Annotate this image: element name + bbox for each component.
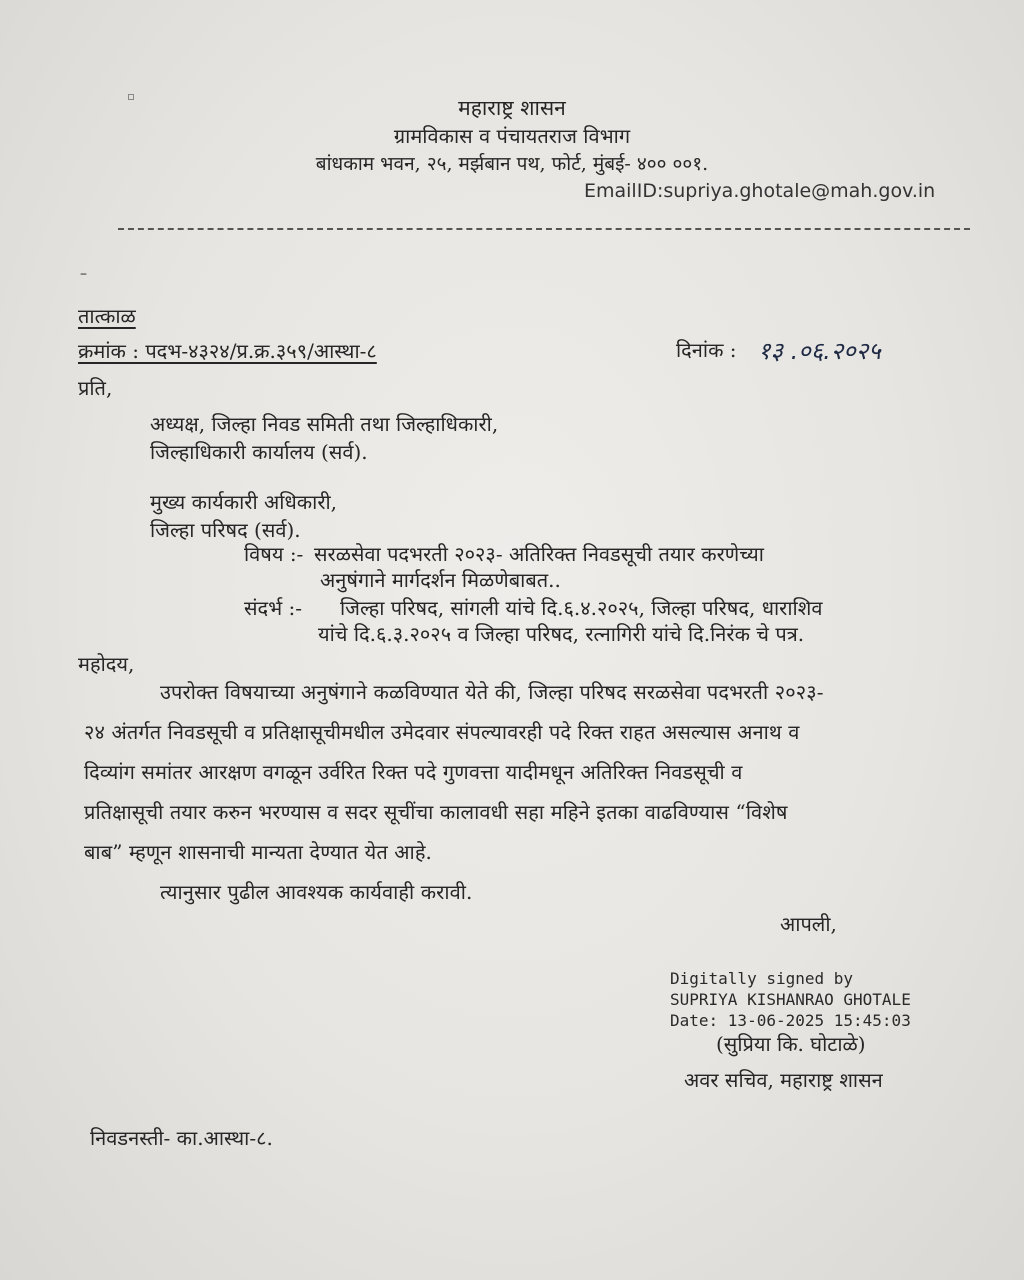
body-line-5: बाब” म्हणून शासनाची मान्यता देण्यात येत आहे. (84, 840, 433, 864)
urgency-label: तात्काळ (78, 304, 136, 328)
subject-line1: सरळसेवा पदभरती २०२३- अतिरिक्त निवडसूची तयार करणेच्या (314, 542, 764, 566)
signatory-name: (सुप्रिया कि. घोटाळे) (716, 1032, 866, 1056)
date-value: १३ .०६.२०२५ (758, 337, 881, 365)
recipient1-line2: जिल्हाधिकारी कार्यालय (सर्व). (150, 440, 368, 464)
recipient2-line2: जिल्हा परिषद (सर्व). (150, 518, 301, 542)
sign-off: आपली, (780, 912, 837, 936)
issuer-email: EmailID:supriya.ghotale@mah.gov.in (584, 180, 936, 202)
issuer-address: बांधकाम भवन, २५, मर्झबान पथ, फोर्ट, मुंबई- ४०० ००१. (315, 153, 709, 175)
greeting: महोदय, (78, 652, 135, 676)
subject-line2: अनुषंगाने मार्गदर्शन मिळणेबाबत.. (320, 568, 561, 592)
reference-line2: यांचे दि.६.३.२०२५ व जिल्हा परिषद, रत्नागिरी यांचे दि.निरंक चे पत्र. (318, 622, 805, 646)
body-line-3: दिव्यांग समांतर आरक्षण वगळून उर्वरित रिक्त पदे गुणवत्ता यादीमधून अतिरिक्त निवडसूची व (84, 760, 743, 784)
reference-line1: जिल्हा परिषद, सांगली यांचे दि.६.४.२०२५, जिल्हा परिषद, धाराशिव (340, 596, 823, 620)
body-line-4: प्रतिक्षासूची तयार करुन भरण्यास व सदर सूचींचा कालावधी सहा महिने इतका वाढविण्यास “विशेष (84, 800, 788, 824)
to-label: प्रति, (78, 376, 113, 400)
body-line-2: २४ अंतर्गत निवडसूची व प्रतिक्षासूचीमधील उमेदवार संपल्यावरही पदे रिक्त राहत असल्यास अनाथ व (84, 720, 800, 744)
digital-signature-line1: Digitally signed by (670, 969, 854, 988)
stray-dash: – (80, 266, 87, 282)
copy-to: निवडनस्ती- का.आस्था-८. (90, 1126, 273, 1150)
signatory-designation: अवर सचिव, महाराष्ट्र शासन (684, 1068, 883, 1092)
closing-instruction: त्यानुसार पुढील आवश्यक कार्यवाही करावी. (160, 880, 473, 904)
recipient2-line1: मुख्य कार्यकारी अधिकारी, (150, 490, 338, 514)
recipient1-line1: अध्यक्ष, जिल्हा निवड समिती तथा जिल्हाधिकारी, (150, 412, 499, 436)
issuer-department: ग्रामविकास व पंचायतराज विभाग (393, 124, 631, 148)
header-divider (118, 228, 970, 230)
date-label: दिनांक : (676, 338, 737, 362)
reference-label: संदर्भ :- (244, 596, 303, 620)
digital-signature-line3: Date: 13-06-2025 15:45:03 (670, 1011, 911, 1030)
digital-signature-line2: SUPRIYA KISHANRAO GHOTALE (670, 990, 911, 1009)
issuer-title: महाराष्ट्र शासन (458, 96, 566, 120)
subject-label: विषय :- (244, 542, 304, 566)
reference-number: क्रमांक : पदभ-४३२४/प्र.क्र.३५९/आस्था-८ (78, 339, 377, 363)
body-line-1: उपरोक्त विषयाच्या अनुषंगाने कळविण्यात येते की, जिल्हा परिषद सरळसेवा पदभरती २०२३- (160, 680, 824, 704)
